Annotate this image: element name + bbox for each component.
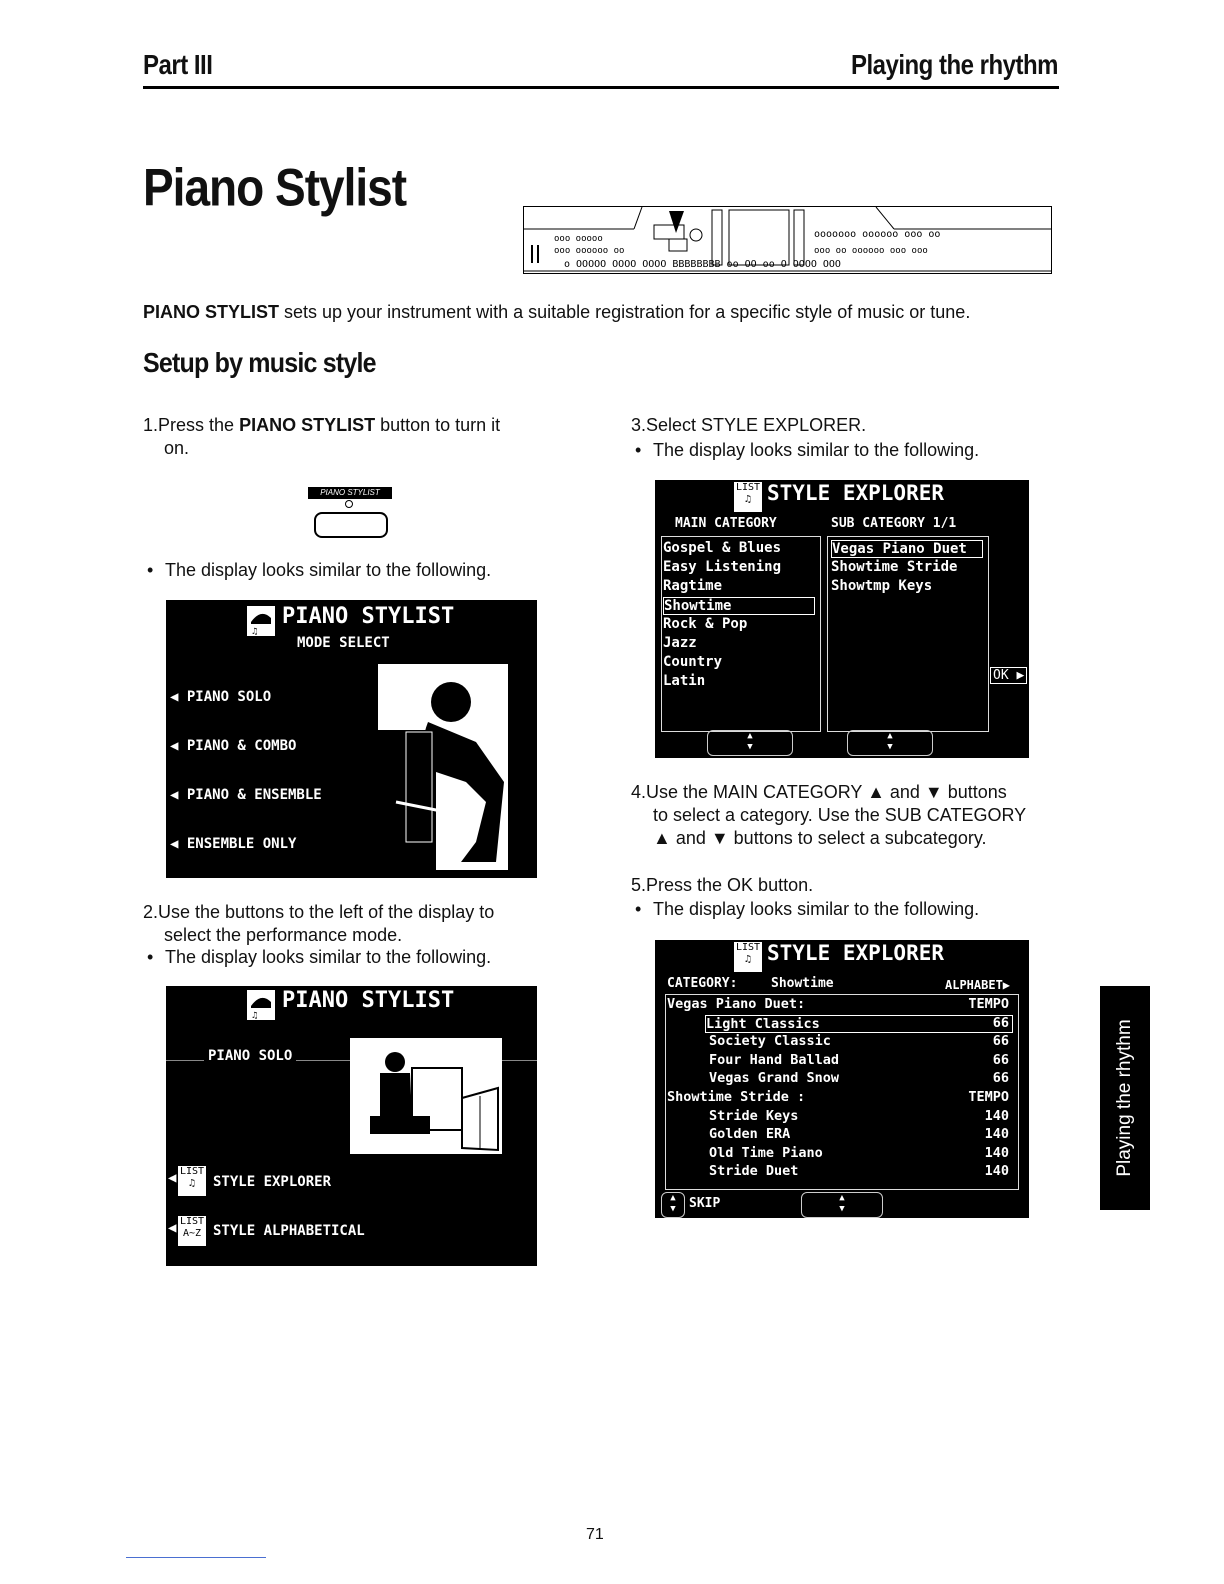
- menu-style-explorer[interactable]: STYLE EXPLORER: [213, 1174, 332, 1190]
- step-1-bullet: • The display looks similar to the following.: [165, 559, 491, 582]
- step-3-text: Select STYLE EXPLORER.: [646, 415, 867, 435]
- skip-label: SKIP: [689, 1196, 721, 1211]
- step-2: [143, 901, 573, 947]
- style-row[interactable]: Four Hand Ballad: [709, 1051, 840, 1068]
- step-1-text-c: on.: [164, 438, 190, 458]
- style-row[interactable]: Stride Duet: [709, 1163, 799, 1180]
- sub-category-item[interactable]: Showtmp Keys: [831, 578, 933, 594]
- solo-pianist-illustration: [350, 1038, 502, 1154]
- mode-label: PIANO SOLO: [186, 689, 272, 705]
- step-5-bullet: • The display looks similar to the following.: [653, 898, 979, 921]
- screen-piano-solo: [166, 986, 537, 1266]
- screen-mode-select: [166, 600, 537, 878]
- section-label: Playing the rhythm: [850, 49, 1058, 81]
- step-4: [631, 781, 1061, 850]
- intro-rest: sets up your instrument with a suitable registration for a specific style of music or tune.: [279, 302, 971, 322]
- main-category-item[interactable]: Gospel & Blues: [663, 540, 782, 556]
- part-label: Part III: [143, 49, 213, 81]
- step-2-bullet: • The display looks similar to the following.: [165, 946, 491, 969]
- svg-text:♫: ♫: [252, 627, 258, 636]
- svg-text:ooo oo oooooo ooo ooo: ooo oo oooooo ooo ooo: [814, 246, 928, 256]
- style-tempo: 66: [992, 1033, 1009, 1050]
- style-group-header[interactable]: Vegas Piano Duet:: [667, 996, 806, 1012]
- step-5: [631, 874, 1061, 897]
- panel-diagram: [523, 206, 1052, 274]
- style-tempo: 140: [984, 1126, 1009, 1143]
- updown-arrows-icon: ▲ ▼: [887, 731, 893, 752]
- style-row[interactable]: Old Time Piano: [709, 1144, 823, 1161]
- step-4-number: 4.: [631, 782, 647, 802]
- svg-text:ooooooo oooooo ooo oo: ooooooo oooooo ooo oo: [814, 229, 941, 240]
- step-3-number: 3.: [631, 415, 647, 435]
- svg-text:♫: ♫: [252, 1011, 258, 1020]
- step-1-number: 1.: [143, 415, 159, 435]
- svg-text:o OOOOO OOOO OOOO BBBBBBBB oo: o OOOOO OOOO OOOO BBBBBBBB oo OO oo O OOOO OOO: [564, 259, 841, 270]
- screen4-title: STYLE EXPLORER: [767, 941, 945, 965]
- screen-style-explorer: [655, 480, 1029, 758]
- main-category-item[interactable]: Easy Listening: [663, 559, 782, 575]
- skip-arrows[interactable]: [661, 1192, 685, 1218]
- main-category-item[interactable]: Country: [663, 654, 723, 670]
- ok-button[interactable]: OK ▶: [990, 667, 1027, 684]
- panel-diagram-illustration: [524, 207, 1051, 273]
- header-rule: [143, 86, 1059, 89]
- list-arrows[interactable]: [801, 1192, 883, 1218]
- mode-piano-ensemble[interactable]: ◀ PIANO & ENSEMBLE: [170, 787, 322, 803]
- list-icon: LIST ♫: [178, 1166, 206, 1196]
- updown-arrows-icon: ▲ ▼: [839, 1193, 845, 1214]
- main-category-label: MAIN CATEGORY: [675, 516, 777, 531]
- style-row[interactable]: Vegas Grand Snow: [709, 1070, 840, 1087]
- style-group-header[interactable]: Showtime Stride :: [667, 1089, 806, 1105]
- list-icon: LIST ♫: [734, 942, 762, 972]
- page-title: Piano Stylist: [143, 157, 407, 217]
- style-tempo: TEMPO: [968, 996, 1009, 1012]
- step-4-text-c: ▲ and ▼ buttons to select a subcategory.: [653, 828, 987, 848]
- az-label: A~Z: [182, 1228, 202, 1239]
- main-category-item[interactable]: Latin: [663, 673, 706, 689]
- style-tempo: 140: [984, 1144, 1009, 1161]
- style-row[interactable]: Society Classic: [709, 1033, 831, 1050]
- main-category-item[interactable]: Showtime: [663, 597, 815, 615]
- led-indicator: [345, 500, 353, 508]
- category-value: Showtime: [771, 976, 834, 991]
- step-2-number: 2.: [143, 902, 159, 922]
- step-1-text-b: button to turn it: [375, 415, 501, 435]
- mode-label: PIANO & ENSEMBLE: [186, 787, 322, 803]
- sub-category-item[interactable]: Vegas Piano Duet: [831, 540, 983, 558]
- piano-icon: [247, 606, 275, 636]
- step-4-text-a: Use the MAIN CATEGORY ▲ and ▼ buttons: [646, 782, 1007, 802]
- intro-bold: PIANO STYLIST: [143, 302, 280, 322]
- chapter-tab-label: Playing the rhythm: [1114, 1019, 1135, 1177]
- piano-stylist-button[interactable]: [314, 512, 388, 538]
- step-5-text: Press the OK button.: [646, 875, 814, 895]
- list-icon: LIST ♫: [734, 482, 762, 512]
- style-row[interactable]: Golden ERA: [709, 1126, 791, 1143]
- screen1-subtitle: MODE SELECT: [297, 635, 390, 651]
- screen3-title: STYLE EXPLORER: [767, 481, 945, 505]
- sub-category-arrows[interactable]: [847, 730, 933, 756]
- category-label: CATEGORY:: [667, 976, 738, 991]
- footer-line: [126, 1557, 266, 1558]
- updown-arrows-icon: ▲ ▼: [747, 731, 753, 752]
- screen2-title: PIANO STYLIST: [282, 988, 455, 1013]
- current-mode: PIANO SOLO: [204, 1048, 296, 1064]
- step-1-bold: PIANO STYLIST: [239, 415, 376, 435]
- style-tempo: 66: [992, 1070, 1009, 1087]
- pianist-illustration: [376, 662, 508, 872]
- style-tempo: TEMPO: [968, 1089, 1009, 1105]
- style-tempo: 140: [984, 1107, 1009, 1124]
- mode-ensemble-only[interactable]: ◀ ENSEMBLE ONLY: [170, 836, 297, 852]
- screen1-title: PIANO STYLIST: [282, 604, 455, 629]
- svg-text:ooo oooooo oo: ooo oooooo oo: [554, 246, 625, 256]
- style-tempo: 66: [992, 1014, 1009, 1031]
- main-category-item[interactable]: Jazz: [663, 635, 697, 651]
- step-3: [631, 414, 1061, 437]
- ok-label: OK: [993, 668, 1009, 683]
- list-az-icon: LIST A~Z: [178, 1216, 206, 1246]
- main-category-arrows[interactable]: [707, 730, 793, 756]
- chapter-tab: [1100, 986, 1150, 1210]
- step-5-number: 5.: [631, 875, 647, 895]
- mode-label: PIANO & COMBO: [186, 738, 297, 754]
- mode-piano-combo[interactable]: ◀ PIANO & COMBO: [170, 738, 297, 754]
- step-4-text-b: to select a category. Use the SUB CATEGORY: [653, 805, 1027, 825]
- step-3-bullet: • The display looks similar to the following.: [653, 439, 979, 462]
- mode-label: ENSEMBLE ONLY: [186, 836, 297, 852]
- step-1-text-a: Press the: [158, 415, 240, 435]
- main-category-item[interactable]: Ragtime: [663, 578, 723, 594]
- left-arrow-icon: ◀: [168, 1170, 177, 1186]
- screen-style-list: [655, 940, 1029, 1218]
- step-2-text-b: select the performance mode.: [164, 925, 403, 945]
- menu-style-alphabetical[interactable]: STYLE ALPHABETICAL: [213, 1223, 365, 1239]
- mode-piano-solo[interactable]: ◀ PIANO SOLO: [170, 689, 272, 705]
- page-number: 71: [586, 1526, 604, 1543]
- alphabet-label: ALPHABET: [945, 978, 1003, 992]
- style-row[interactable]: Stride Keys: [709, 1107, 799, 1124]
- button-label-strip: PIANO STYLIST: [308, 487, 392, 499]
- piano-icon: [247, 990, 275, 1020]
- step-2-text-a: Use the buttons to the left of the display to: [158, 902, 495, 922]
- alphabet-button[interactable]: ALPHABET▶: [945, 978, 1011, 992]
- main-category-item[interactable]: Rock & Pop: [663, 616, 748, 632]
- svg-text:ooo ooooo: ooo ooooo: [554, 234, 603, 244]
- subheading: Setup by music style: [143, 348, 376, 379]
- style-row[interactable]: Light Classics: [705, 1015, 1013, 1033]
- sub-category-item[interactable]: Showtime Stride: [831, 559, 958, 575]
- intro-text: [143, 301, 1073, 324]
- updown-arrows-icon: ▲ ▼: [670, 1193, 676, 1214]
- style-tempo: 140: [984, 1163, 1009, 1180]
- step-1: [143, 414, 573, 460]
- style-tempo: 66: [992, 1051, 1009, 1068]
- left-arrow-icon: ◀: [168, 1220, 177, 1236]
- sub-category-label: SUB CATEGORY 1/1: [831, 516, 957, 531]
- list-icon-label: LIST: [179, 1166, 205, 1177]
